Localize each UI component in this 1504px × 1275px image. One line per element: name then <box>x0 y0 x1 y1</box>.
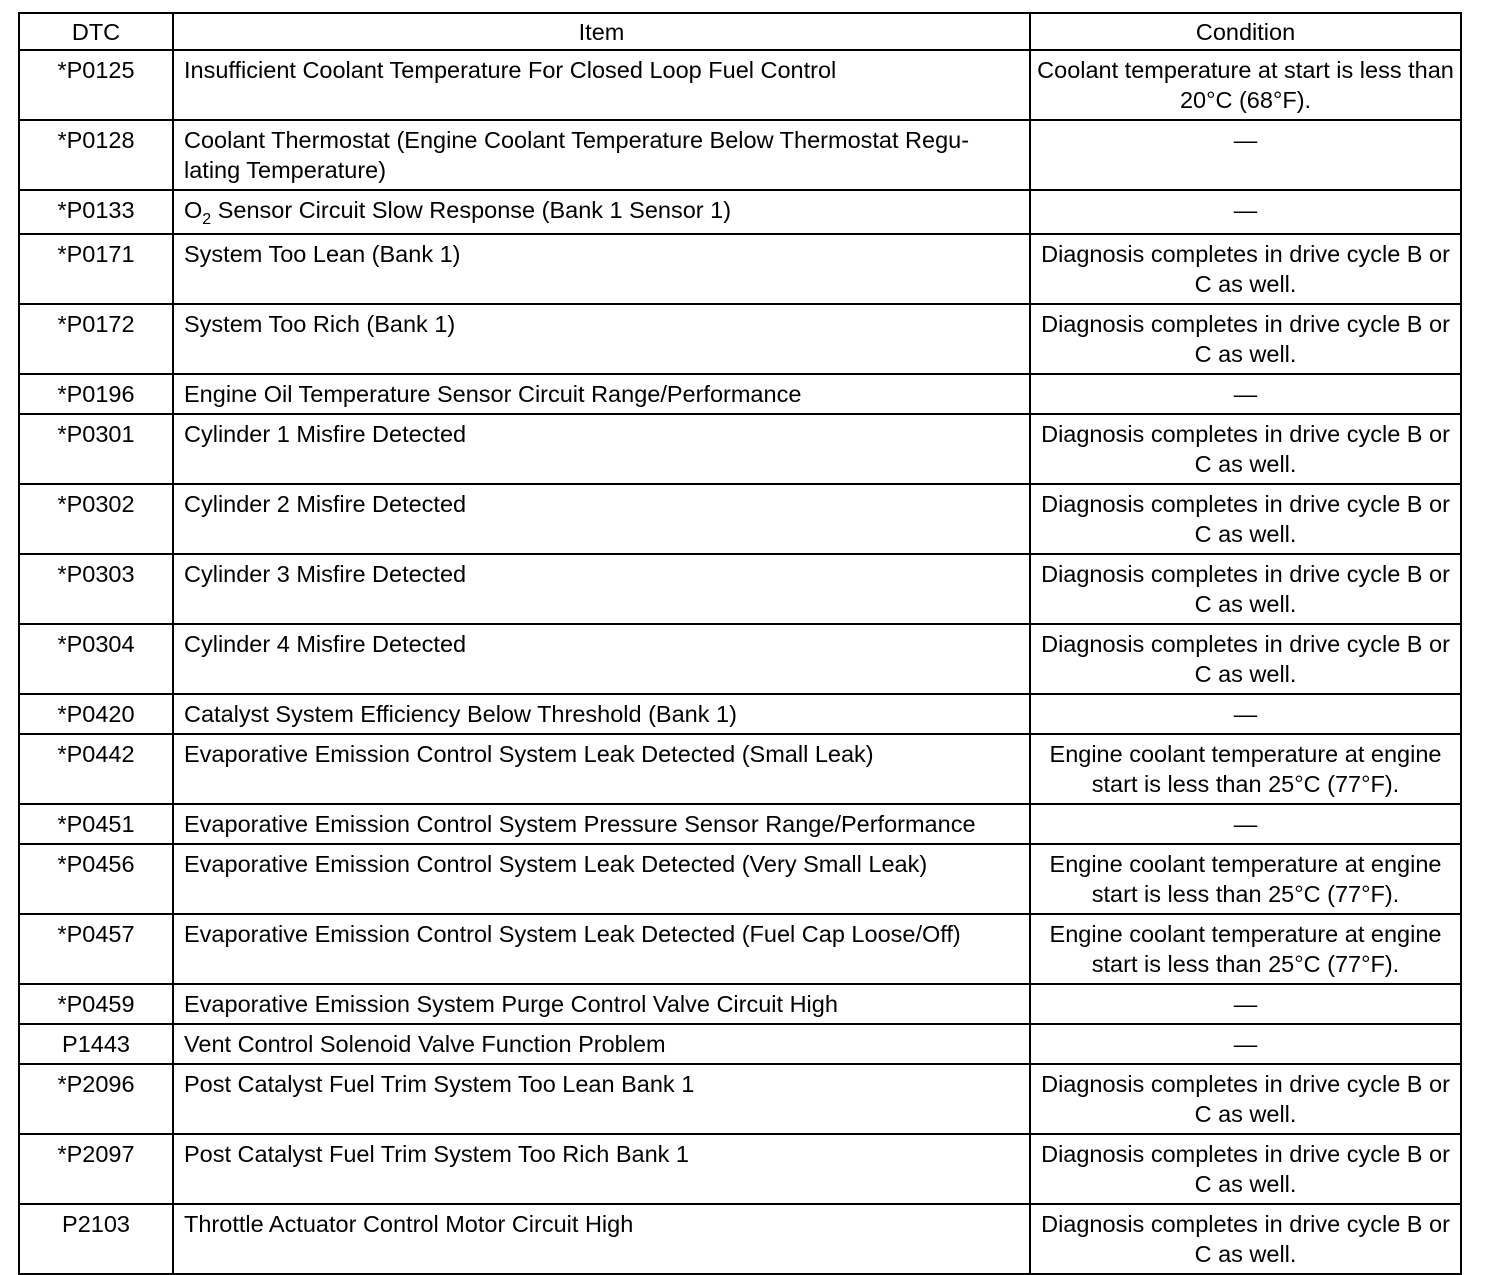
table-row <box>19 1204 1461 1274</box>
table-row <box>19 554 1461 624</box>
dtc-code: *P0133 <box>19 190 173 234</box>
table-row <box>19 374 1461 414</box>
item-description: Throttle Actuator Control Motor Circuit High <box>173 1204 1030 1274</box>
condition-text: — <box>1030 984 1461 1024</box>
header-dtc: DTC <box>19 13 173 50</box>
dtc-code: P2103 <box>19 1204 173 1274</box>
dtc-code: *P0304 <box>19 624 173 694</box>
dtc-code: P1443 <box>19 1024 173 1064</box>
condition-text: Engine coolant temperature at engine start is less than 25°C (77°F). <box>1030 844 1461 914</box>
dtc-code: *P0125 <box>19 50 173 120</box>
condition-text: Diagnosis completes in drive cycle B or C as well. <box>1030 554 1461 624</box>
item-description: Catalyst System Efficiency Below Threshold (Bank 1) <box>173 694 1030 734</box>
condition-text: Diagnosis completes in drive cycle B or C as well. <box>1030 234 1461 304</box>
table-row <box>19 984 1461 1024</box>
dtc-code: *P0128 <box>19 120 173 190</box>
item-description: Evaporative Emission Control System Leak Detected (Fuel Cap Loose/Off) <box>173 914 1030 984</box>
table-row <box>19 804 1461 844</box>
dtc-code: *P0171 <box>19 234 173 304</box>
dtc-table <box>18 12 1462 1275</box>
item-description: Cylinder 2 Misfire Detected <box>173 484 1030 554</box>
condition-text: — <box>1030 120 1461 190</box>
table-row <box>19 1134 1461 1204</box>
table-row <box>19 694 1461 734</box>
table-row <box>19 1024 1461 1064</box>
dtc-code: *P0456 <box>19 844 173 914</box>
condition-text: — <box>1030 374 1461 414</box>
condition-text: Diagnosis completes in drive cycle B or C as well. <box>1030 484 1461 554</box>
item-description: Evaporative Emission System Purge Control Valve Circuit High <box>173 984 1030 1024</box>
item-description: System Too Lean (Bank 1) <box>173 234 1030 304</box>
item-description: Coolant Thermostat (Engine Coolant Temperature Below Thermostat Regu-lating Temperature) <box>173 120 1030 190</box>
dtc-code: *P2096 <box>19 1064 173 1134</box>
dtc-code: *P0420 <box>19 694 173 734</box>
table-row <box>19 190 1461 234</box>
table-row <box>19 484 1461 554</box>
item-o2-prefix: O <box>184 197 203 223</box>
header-condition: Condition <box>1030 13 1461 50</box>
item-description: Post Catalyst Fuel Trim System Too Lean Bank 1 <box>173 1064 1030 1134</box>
dtc-code: *P0196 <box>19 374 173 414</box>
dtc-code: *P0457 <box>19 914 173 984</box>
dtc-code: *P0303 <box>19 554 173 624</box>
table-row <box>19 624 1461 694</box>
dtc-code: *P0172 <box>19 304 173 374</box>
table-row <box>19 414 1461 484</box>
dtc-code: *P0301 <box>19 414 173 484</box>
condition-text: — <box>1030 190 1461 234</box>
item-o2-subscript: 2 <box>202 211 212 228</box>
item-description: Insufficient Coolant Temperature For Closed Loop Fuel Control <box>173 50 1030 120</box>
condition-text: Diagnosis completes in drive cycle B or C as well. <box>1030 1134 1461 1204</box>
table-row <box>19 234 1461 304</box>
condition-text: Diagnosis completes in drive cycle B or C as well. <box>1030 624 1461 694</box>
condition-text: Coolant temperature at start is less than 20°C (68°F). <box>1030 50 1461 120</box>
dtc-code: *P2097 <box>19 1134 173 1204</box>
item-description: Vent Control Solenoid Valve Function Problem <box>173 1024 1030 1064</box>
table-row <box>19 914 1461 984</box>
table-row <box>19 844 1461 914</box>
condition-text: Diagnosis completes in drive cycle B or C as well. <box>1030 414 1461 484</box>
table-row <box>19 120 1461 190</box>
item-description: Evaporative Emission Control System Pressure Sensor Range/Performance <box>173 804 1030 844</box>
header-item: Item <box>173 13 1030 50</box>
table-row <box>19 304 1461 374</box>
table-row <box>19 50 1461 120</box>
dtc-code: *P0459 <box>19 984 173 1024</box>
item-o2-rest: Sensor Circuit Slow Response (Bank 1 Sensor 1) <box>211 197 732 223</box>
item-description: Cylinder 3 Misfire Detected <box>173 554 1030 624</box>
header-row <box>19 13 1461 50</box>
table-row <box>19 734 1461 804</box>
item-description: Evaporative Emission Control System Leak Detected (Very Small Leak) <box>173 844 1030 914</box>
condition-text: Diagnosis completes in drive cycle B or C as well. <box>1030 1204 1461 1274</box>
condition-text: Engine coolant temperature at engine start is less than 25°C (77°F). <box>1030 914 1461 984</box>
item-description <box>173 190 1030 234</box>
table-row <box>19 1064 1461 1134</box>
item-description: Evaporative Emission Control System Leak Detected (Small Leak) <box>173 734 1030 804</box>
dtc-code: *P0302 <box>19 484 173 554</box>
condition-text: Diagnosis completes in drive cycle B or C as well. <box>1030 304 1461 374</box>
condition-text: Diagnosis completes in drive cycle B or C as well. <box>1030 1064 1461 1134</box>
condition-text: Engine coolant temperature at engine start is less than 25°C (77°F). <box>1030 734 1461 804</box>
dtc-code: *P0442 <box>19 734 173 804</box>
item-description: System Too Rich (Bank 1) <box>173 304 1030 374</box>
dtc-code: *P0451 <box>19 804 173 844</box>
item-description: Cylinder 1 Misfire Detected <box>173 414 1030 484</box>
item-description: Cylinder 4 Misfire Detected <box>173 624 1030 694</box>
condition-text: — <box>1030 694 1461 734</box>
item-description: Engine Oil Temperature Sensor Circuit Range/Performance <box>173 374 1030 414</box>
condition-text: — <box>1030 804 1461 844</box>
item-description: Post Catalyst Fuel Trim System Too Rich Bank 1 <box>173 1134 1030 1204</box>
condition-text: — <box>1030 1024 1461 1064</box>
